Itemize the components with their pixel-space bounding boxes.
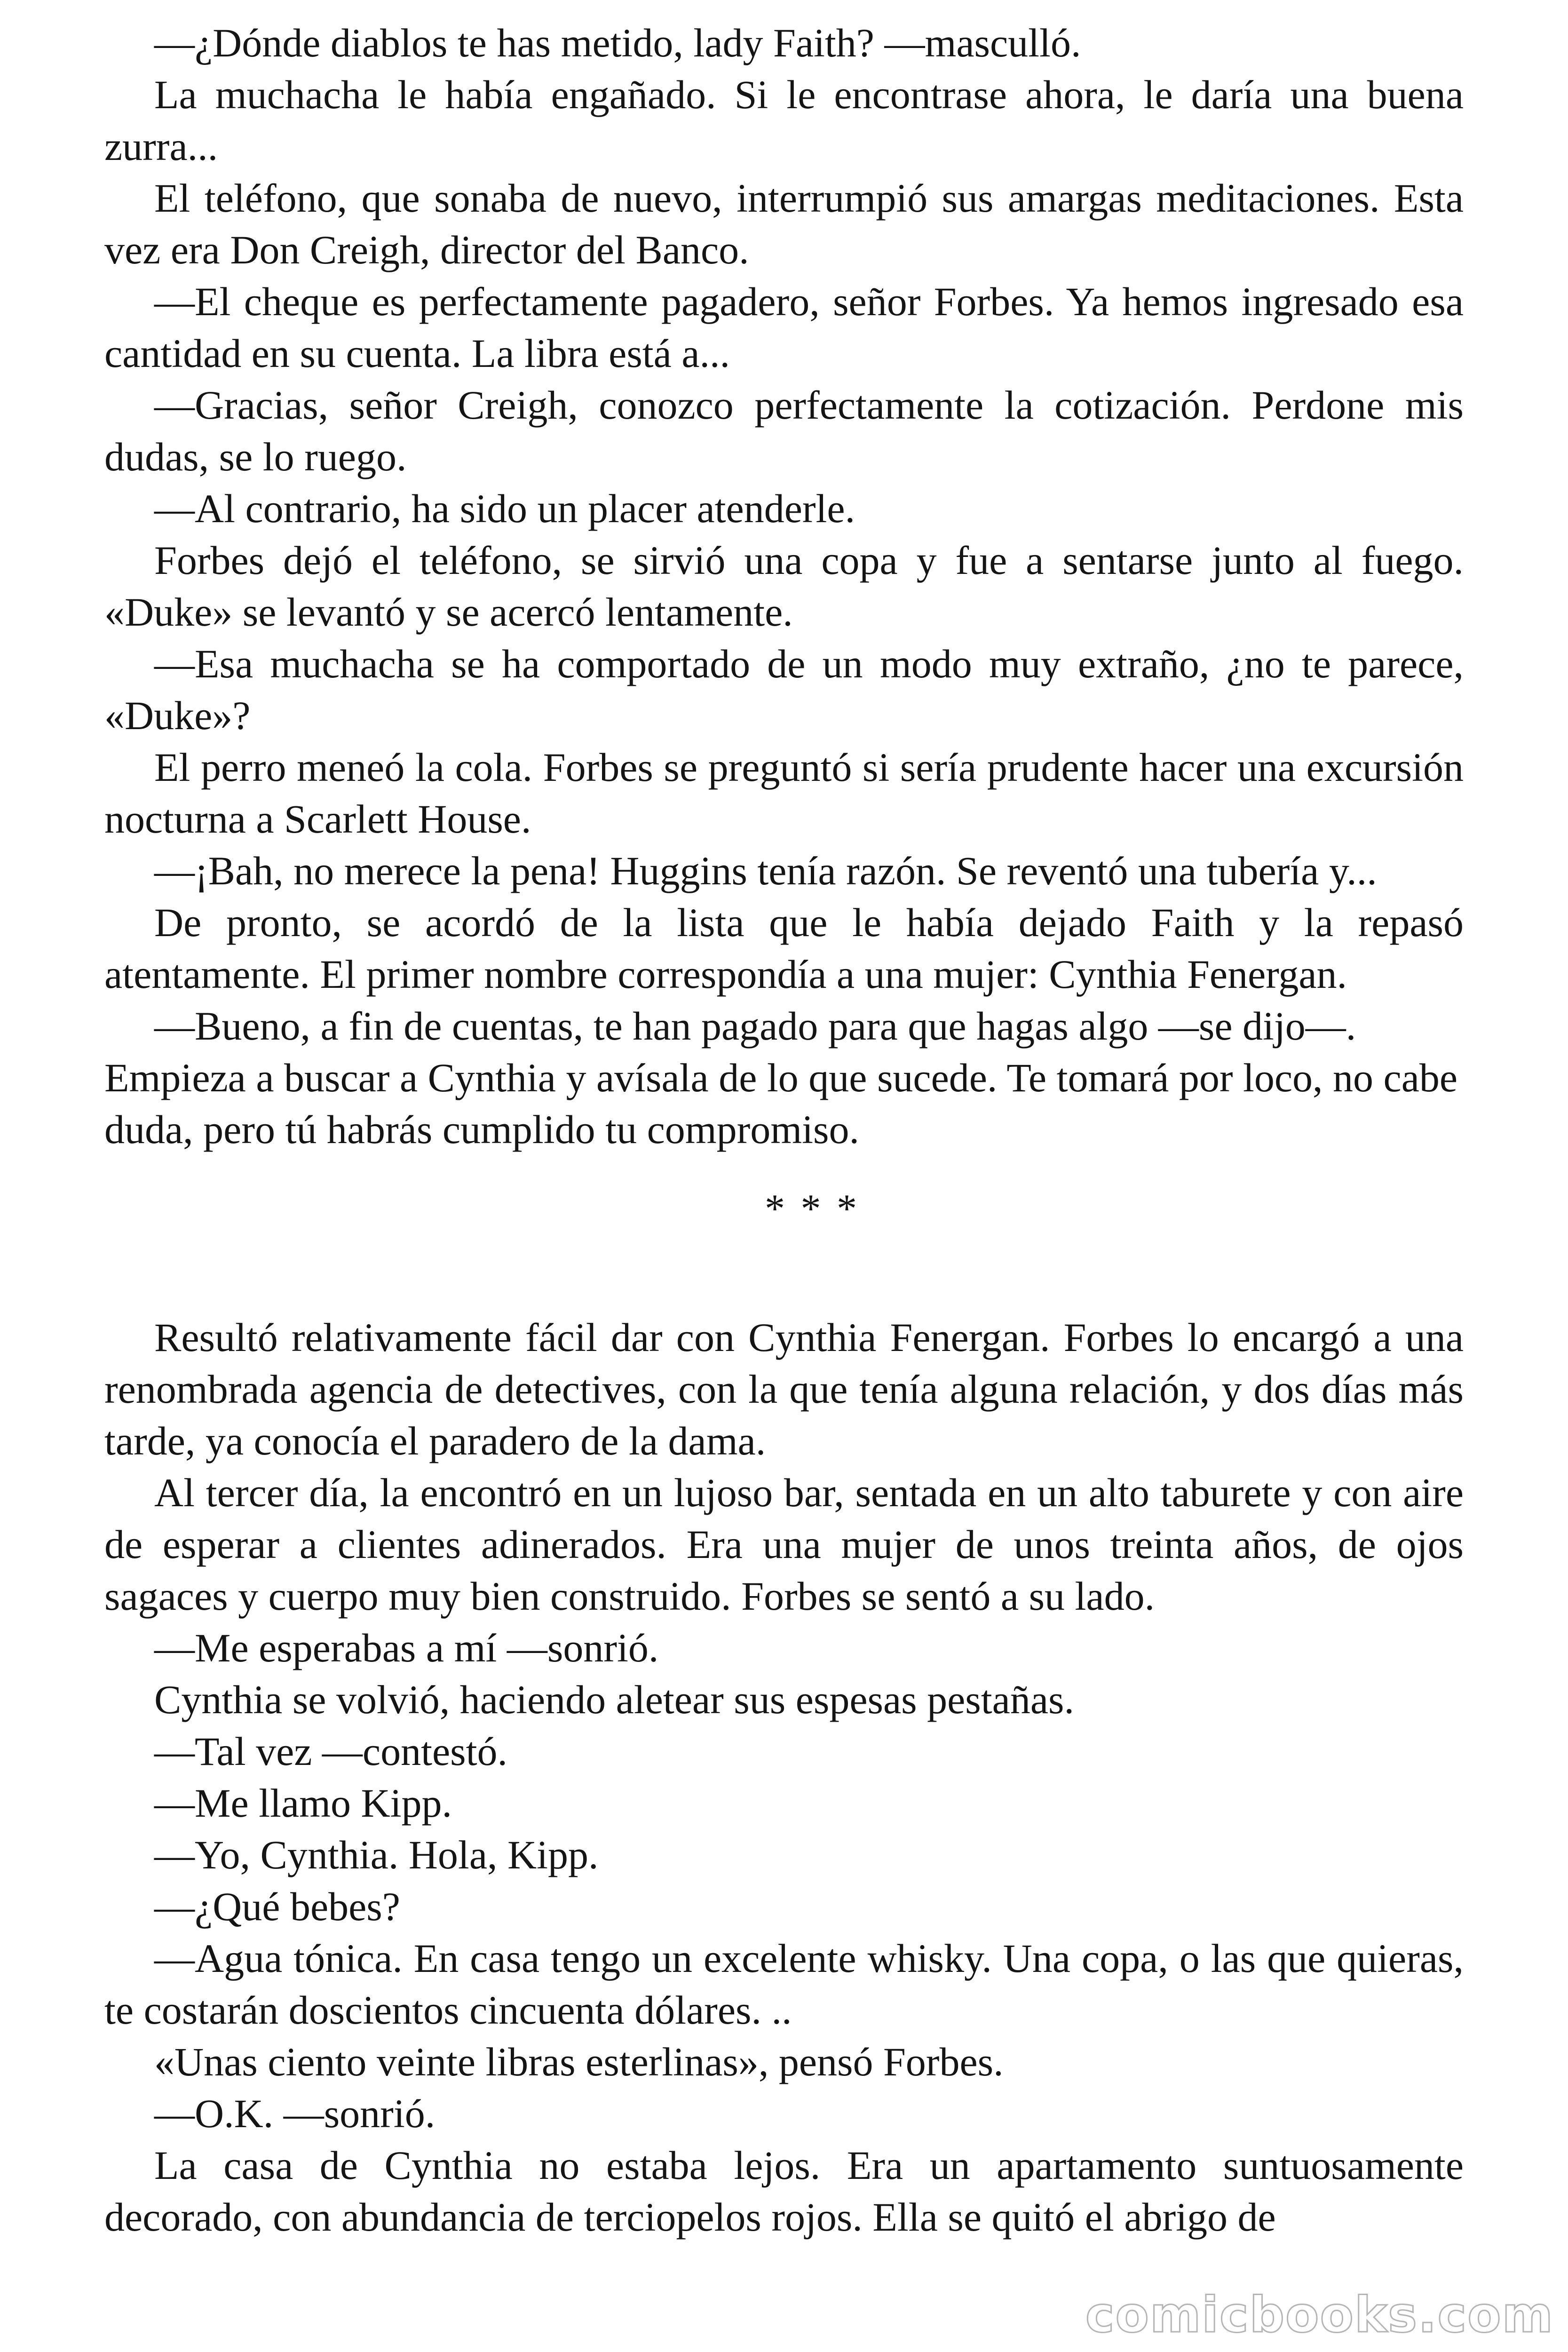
paragraph: El perro meneó la cola. Forbes se preguntó si sería prudente hacer una excursión nocturna a Scarlett House. <box>104 745 1464 842</box>
paragraph: Forbes dejó el teléfono, se sirvió una copa y fue a sentarse junto al fuego. «Duke» se levantó y se acercó lentamente. <box>104 538 1464 635</box>
paragraph: —Bueno, a fin de cuentas, te han pagado para que hagas algo —se dijo—. Empieza a buscar a Cynthia y avísala de lo que sucede. Te tomará por loco, no cabe duda, pero tú habrás cumplido tu compromiso. <box>104 1003 1458 1152</box>
paragraph: —Gracias, señor Creigh, conozco perfectamente la cotización. Perdone mis dudas, se lo ruego. <box>104 382 1464 479</box>
book-page <box>104 17 1464 2243</box>
paragraph: —Agua tónica. En casa tengo un excelente whisky. Una copa, o las que quieras, te costarán doscientos cincuenta dólares. .. <box>104 1936 1464 2033</box>
paragraph: —Esa muchacha se ha comportado de un modo muy extraño, ¿no te parece, «Duke»? <box>104 641 1464 738</box>
paragraph: La muchacha le había engañado. Si le encontrase ahora, le daría una buena zurra... <box>104 72 1464 169</box>
paragraph: —¡Bah, no merece la pena! Huggins tenía razón. Se reventó una tubería y... <box>154 848 1377 893</box>
paragraph: El teléfono, que sonaba de nuevo, interrumpió sus amargas meditaciones. Esta vez era Don Creigh, director del Banco. <box>104 175 1464 272</box>
paragraph: De pronto, se acordó de la lista que le había dejado Faith y la repasó atentamente. El primer nombre correspondía a una mujer: Cynthia Fenergan. <box>104 900 1464 997</box>
paragraph: —¿Dónde diablos te has metido, lady Faith? —masculló. <box>154 20 1081 65</box>
paragraph: —Yo, Cynthia. Hola, Kipp. <box>154 1832 599 1877</box>
paragraph: Resultó relativamente fácil dar con Cynthia Fenergan. Forbes lo encargó a una renombrada agencia de detectives, con la que tenía alguna relación, y dos días más tarde, ya conocía el paradero de la dama. <box>104 1315 1464 1463</box>
paragraph: La casa de Cynthia no estaba lejos. Era un apartamento suntuosamente decorado, con abundancia de terciopelos rojos. Ella se quitó el abrigo de <box>104 2143 1464 2240</box>
paragraph: Al tercer día, la encontró en un lujoso bar, sentada en un alto taburete y con aire de esperar a clientes adinerados. Era una mujer de unos treinta años, de ojos sagaces y cuerpo muy bien construido. Forbes se sentó a su lado. <box>104 1470 1464 1619</box>
paragraph: «Unas ciento veinte libras esterlinas», pensó Forbes. <box>154 2039 1004 2084</box>
paragraph: —Al contrario, ha sido un placer atenderle. <box>154 486 855 531</box>
paragraph: —Me esperabas a mí —sonrió. <box>154 1625 659 1670</box>
paragraph: —O.K. —sonrió. <box>154 2091 436 2136</box>
paragraph: —¿Qué bebes? <box>154 1884 400 1929</box>
paragraph: —El cheque es perfectamente pagadero, señor Forbes. Ya hemos ingresado esa cantidad en su cuenta. La libra está a... <box>104 279 1464 376</box>
watermark: comicbooks.com <box>1085 2286 1554 2344</box>
paragraph: —Me llamo Kipp. <box>154 1780 452 1826</box>
scene-separator: * * * <box>765 1186 860 1231</box>
paragraph: Cynthia se volvió, haciendo aletear sus espesas pestañas. <box>154 1677 1074 1722</box>
paragraph: —Tal vez —contestó. <box>154 1729 508 1774</box>
